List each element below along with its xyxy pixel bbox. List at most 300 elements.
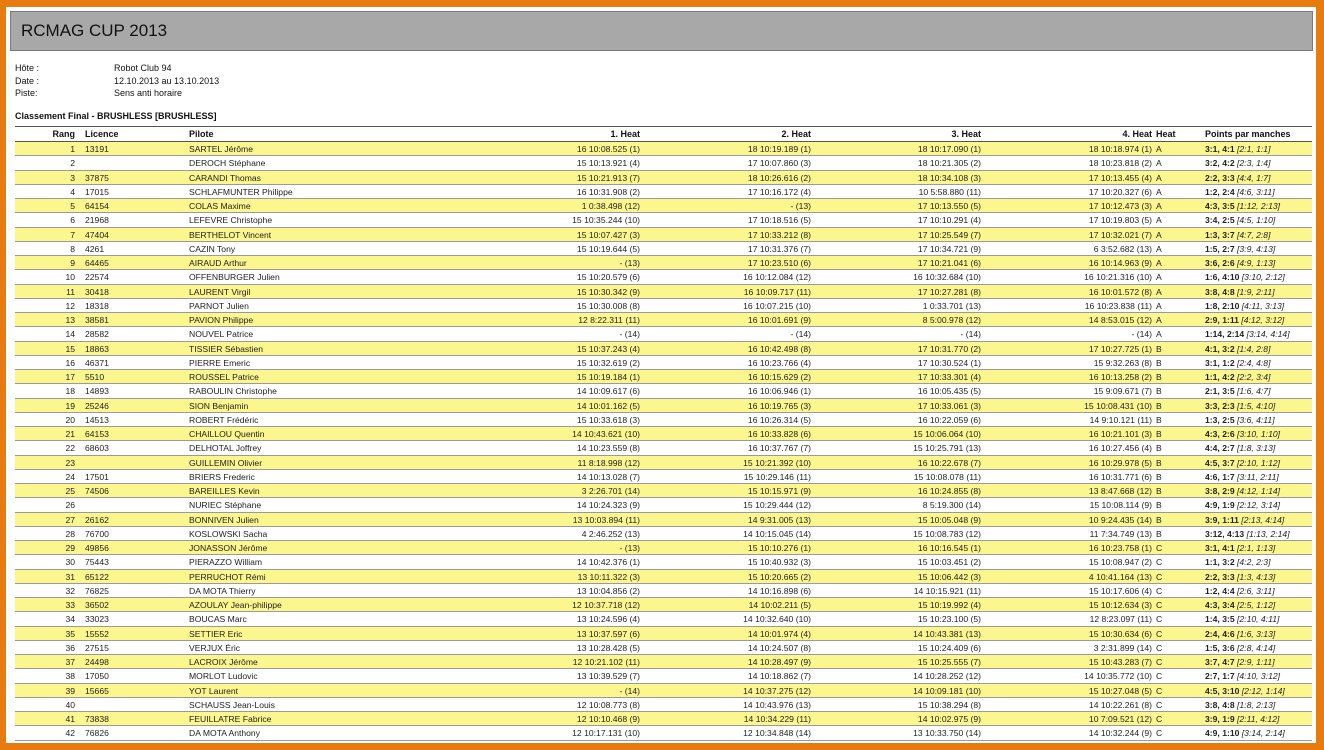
points-counted: 3:3, 2:3: [1205, 400, 1235, 411]
cell-heat-4: 14 9:10.121 (11): [1089, 414, 1152, 425]
points-counted: 1:2, 2:4: [1205, 186, 1235, 197]
cell-heat-2: 16 10:42.498 (8): [747, 343, 811, 354]
cell-licence: 17501: [85, 471, 109, 482]
cell-heat-2: 17 10:23.510 (6): [747, 258, 811, 268]
table-row: [15, 327, 1312, 341]
cell-rang: 1: [70, 144, 75, 154]
cell-pilote: COLAS Maxime: [189, 201, 251, 211]
cell-heat-2: 15 10:10.276 (1): [747, 543, 811, 553]
cell-heat-group: A: [1156, 286, 1162, 297]
cell-heat-3: 17 10:34.721 (9): [917, 243, 981, 254]
cell-licence: 25246: [85, 400, 109, 411]
table-row: [15, 655, 1312, 669]
table-row: [15, 356, 1312, 370]
cell-licence: 73838: [85, 714, 109, 724]
table-row: [15, 171, 1312, 185]
cell-heat-group: C: [1156, 543, 1163, 553]
points-counted: 1:3, 2:5: [1205, 414, 1235, 425]
cell-points: [1205, 156, 1312, 170]
cell-heat-1: 15 10:07.427 (3): [576, 229, 640, 240]
points-counted: 1:6, 4:10: [1205, 272, 1240, 283]
cell-licence: 65122: [85, 571, 109, 582]
cell-rang: 34: [65, 614, 75, 625]
cell-rang: 23: [65, 457, 75, 468]
cell-licence: 38581: [85, 315, 109, 325]
points-dropped: [2:5, 1:12]: [1234, 600, 1276, 610]
cell-heat-2: 16 10:33.828 (6): [747, 429, 811, 439]
cell-heat-1: 13 10:03.894 (11): [572, 514, 640, 525]
cell-heat-1: - (13): [619, 258, 640, 268]
cell-heat-4: 16 10:01.572 (8): [1088, 286, 1152, 297]
cell-heat-1: 14 10:23.559 (8): [576, 443, 640, 454]
table-row: [15, 484, 1312, 498]
cell-heat-group: A: [1156, 272, 1162, 283]
points-counted: 3:8, 4:8: [1205, 699, 1235, 710]
cell-pilote: SCHLAFMUNTER Philippe: [189, 186, 293, 197]
cell-heat-4: 14 10:35.772 (10): [1084, 671, 1152, 682]
table-row: [15, 612, 1312, 626]
cell-heat-3: 15 10:06.442 (3): [917, 571, 981, 582]
cell-pilote: TISSIER Sébastien: [189, 343, 264, 354]
header-heat-3: 3. Heat: [951, 129, 981, 139]
header-heat-group: Heat: [1156, 129, 1176, 139]
table-row: [15, 726, 1312, 740]
cell-heat-2: 17 10:33.212 (8): [747, 229, 811, 240]
table-row: [15, 712, 1312, 726]
cell-heat-2: 17 10:16.172 (4): [747, 186, 811, 197]
cell-pilote: PAVION Philippe: [189, 315, 254, 325]
cell-heat-2: 15 10:29.146 (11): [743, 471, 811, 482]
cell-heat-4: 14 10:22.261 (8): [1088, 699, 1152, 710]
points-dropped: [1:4, 2:8]: [1234, 343, 1271, 354]
cell-heat-2: 14 10:34.229 (11): [743, 714, 811, 724]
cell-heat-1: 14 10:09.617 (6): [576, 386, 640, 397]
cell-heat-group: B: [1156, 443, 1162, 454]
table-row: [15, 627, 1312, 641]
cell-heat-3: 15 10:08.783 (12): [913, 528, 981, 539]
cell-heat-group: C: [1156, 642, 1163, 653]
cell-heat-3: 13 10:33.750 (14): [913, 728, 981, 739]
results-page: [6, 7, 1316, 743]
cell-heat-3: 14 10:09.181 (10): [913, 685, 981, 696]
cell-heat-4: 11 7:34.749 (13): [1089, 528, 1152, 539]
cell-pilote: DA MOTA Anthony: [189, 728, 261, 739]
header-heat-1: 1. Heat: [610, 129, 640, 139]
cell-heat-1: 14 10:24.323 (9): [576, 500, 640, 511]
cell-rang: 13: [65, 315, 75, 325]
cell-heat-3: 15 10:19.992 (4): [917, 600, 981, 610]
cell-heat-2: 16 10:12.084 (12): [743, 272, 811, 283]
points-dropped: [2:11, 4:12]: [1234, 714, 1280, 724]
points-dropped: [1:6, 3:13]: [1234, 628, 1276, 639]
cell-heat-1: 15 10:19.644 (5): [576, 243, 640, 254]
cell-heat-4: 15 10:27.048 (5): [1088, 685, 1152, 696]
info-value: Sens anti horaire: [114, 88, 183, 98]
cell-pilote: PERRUCHOT Rémi: [189, 571, 266, 582]
cell-rang: 27: [65, 514, 75, 525]
cell-points: [1205, 541, 1312, 555]
cell-heat-3: 15 10:08.078 (11): [913, 471, 981, 482]
cell-pilote: SETTIER Eric: [189, 628, 243, 639]
cell-heat-group: C: [1156, 685, 1163, 696]
cell-heat-3: 17 10:33.061 (3): [917, 400, 981, 411]
cell-heat-group: C: [1156, 699, 1163, 710]
cell-points: [1205, 627, 1312, 641]
cell-rang: 35: [65, 628, 75, 639]
cell-heat-4: 16 10:27.456 (4): [1088, 443, 1152, 454]
table-row: [15, 285, 1312, 299]
cell-licence: 27515: [85, 642, 109, 653]
cell-pilote: BAREILLES Kevin: [189, 486, 260, 496]
cell-heat-4: 16 10:21.316 (10): [1084, 272, 1152, 283]
table-row: [15, 541, 1312, 555]
cell-heat-3: 16 10:16.545 (1): [917, 543, 981, 553]
cell-points: [1205, 270, 1312, 284]
cell-heat-group: C: [1156, 571, 1163, 582]
cell-heat-4: 16 10:23.758 (1): [1088, 543, 1152, 553]
cell-pilote: KOSLOWSKI Sacha: [189, 528, 268, 539]
cell-heat-group: B: [1156, 357, 1162, 368]
cell-heat-1: 15 10:20.579 (6): [576, 272, 640, 283]
cell-heat-group: B: [1156, 372, 1162, 382]
cell-heat-3: 16 10:05.435 (5): [917, 386, 981, 397]
cell-heat-1: 11 8:18.998 (12): [577, 457, 640, 468]
points-dropped: [3:10, 1:10]: [1234, 429, 1281, 439]
table-row: [15, 427, 1312, 441]
header-licence: Licence: [85, 129, 119, 139]
cell-heat-1: 15 10:33.618 (3): [576, 414, 640, 425]
cell-heat-3: 15 10:24.409 (6): [917, 642, 981, 653]
points-dropped: [3:11, 2:11]: [1234, 471, 1279, 482]
cell-pilote: LEFEVRE Christophe: [189, 215, 273, 226]
cell-rang: 14: [65, 329, 75, 340]
points-dropped: [2:1, 1:13]: [1234, 543, 1276, 553]
cell-licence: 17015: [85, 186, 109, 197]
cell-pilote: BERTHELOT Vincent: [189, 229, 272, 240]
cell-points: [1205, 242, 1312, 256]
points-dropped: [2:12, 3:14]: [1234, 500, 1281, 511]
table-row: [15, 213, 1312, 227]
cell-heat-2: 17 10:18.516 (5): [747, 215, 811, 226]
cell-pilote: OFFENBURGER Julien: [189, 272, 280, 283]
cell-rang: 39: [65, 685, 75, 696]
table-row: [15, 242, 1312, 256]
points-counted: 3:4, 2:5: [1205, 215, 1235, 226]
info-label: Piste:: [15, 88, 38, 98]
cell-licence: 64153: [85, 429, 109, 439]
cell-heat-1: 16 10:31.908 (2): [576, 186, 640, 197]
cell-heat-3: 15 10:25.555 (7): [917, 657, 981, 667]
cell-rang: 25: [65, 486, 75, 496]
cell-licence: 49856: [85, 543, 109, 553]
points-counted: 4:5, 3:10: [1205, 685, 1240, 696]
cell-heat-4: 16 10:31.771 (6): [1088, 471, 1152, 482]
cell-pilote: PIERRE Emeric: [189, 357, 251, 368]
cell-pilote: BRIERS Frederic: [189, 471, 255, 482]
cell-heat-group: B: [1156, 414, 1162, 425]
cell-points: [1205, 641, 1312, 655]
cell-points: [1205, 598, 1312, 612]
cell-heat-1: 14 10:43.621 (10): [572, 429, 640, 439]
table-row: [15, 399, 1312, 413]
cell-points: [1205, 498, 1312, 512]
cell-rang: 41: [65, 714, 75, 724]
cell-points: [1205, 570, 1312, 584]
cell-heat-group: A: [1156, 258, 1162, 268]
header-points: Points par manches: [1205, 129, 1291, 139]
cell-heat-1: 13 10:04.856 (2): [576, 585, 640, 596]
table-row: [15, 413, 1312, 427]
cell-heat-2: 16 10:09.717 (11): [743, 286, 811, 297]
cell-heat-1: 14 10:42.376 (1): [576, 557, 640, 568]
points-counted: 1:1, 3:2: [1205, 557, 1235, 568]
cell-heat-group: C: [1156, 585, 1163, 596]
cell-heat-1: 4 2:46.252 (13): [581, 528, 640, 539]
cell-heat-2: 14 10:43.976 (13): [743, 699, 811, 710]
cell-pilote: DEROCH Stéphane: [189, 158, 266, 169]
table-row: [15, 299, 1312, 313]
cell-points: [1205, 213, 1312, 227]
points-counted: 3:8, 2:9: [1205, 486, 1235, 496]
cell-pilote: LACROIX Jérôme: [189, 657, 258, 667]
cell-heat-2: 16 10:06.946 (1): [747, 386, 811, 397]
points-dropped: [4:5, 1:10]: [1234, 215, 1276, 226]
classification-title: Classement Final - BRUSHLESS [BRUSHLESS]: [15, 111, 217, 121]
cell-heat-4: 15 9:32.263 (8): [1093, 357, 1152, 368]
table-row: [15, 698, 1312, 712]
cell-pilote: MORLOT Ludovic: [189, 671, 258, 682]
cell-licence: 28582: [85, 329, 109, 340]
cell-pilote: NURIEC Stéphane: [189, 500, 262, 511]
cell-points: [1205, 342, 1312, 356]
cell-licence: 26162: [85, 514, 109, 525]
cell-heat-2: 14 9:31.005 (13): [747, 514, 811, 525]
points-counted: 4:6, 1:7: [1205, 471, 1235, 482]
points-counted: 4:9, 1:10: [1205, 728, 1240, 739]
cell-heat-1: 16 10:08.525 (1): [576, 144, 640, 154]
cell-heat-3: 17 10:33.301 (4): [917, 372, 981, 382]
cell-heat-1: 15 10:30.342 (9): [576, 286, 640, 297]
cell-heat-4: 3 2:31.899 (14): [1093, 642, 1152, 653]
cell-heat-group: A: [1156, 172, 1162, 183]
points-dropped: [3:14, 4:14]: [1244, 329, 1290, 340]
cell-heat-3: 17 10:25.549 (7): [917, 229, 981, 240]
cell-heat-1: 12 10:17.131 (10): [572, 728, 640, 739]
cell-heat-4: 6 3:52.682 (13): [1093, 243, 1152, 254]
points-counted: 1:3, 3:7: [1205, 229, 1235, 240]
cell-pilote: LAURENT Virgil: [189, 286, 251, 297]
cell-points: [1205, 199, 1312, 213]
points-counted: 3:6, 2:6: [1205, 258, 1235, 268]
points-dropped: [2:1, 1:1]: [1234, 144, 1271, 154]
table-row: [15, 684, 1312, 698]
cell-heat-1: 13 10:28.428 (5): [576, 642, 640, 653]
points-counted: 2:1, 3:5: [1205, 386, 1235, 397]
cell-rang: 4: [70, 186, 75, 197]
cell-heat-2: 15 10:29.444 (12): [743, 500, 811, 511]
cell-heat-3: 15 10:38.294 (8): [917, 699, 981, 710]
cell-points: [1205, 441, 1312, 455]
cell-heat-3: 15 10:06.064 (10): [913, 429, 981, 439]
cell-heat-3: 14 10:28.252 (12): [913, 671, 981, 682]
points-counted: 2:2, 3:3: [1205, 172, 1235, 183]
cell-licence: 18863: [85, 343, 109, 354]
points-counted: 3:9, 1:9: [1205, 714, 1235, 724]
cell-heat-1: 14 10:13.028 (7): [576, 471, 640, 482]
cell-pilote: RABOULIN Christophe: [189, 386, 277, 397]
cell-heat-3: 17 10:27.281 (8): [917, 286, 981, 297]
cell-heat-2: 18 10:19.189 (1): [747, 144, 811, 154]
cell-heat-1: - (14): [619, 685, 640, 696]
cell-points: [1205, 285, 1312, 299]
cell-heat-group: C: [1156, 714, 1163, 724]
cell-heat-group: A: [1156, 243, 1162, 254]
cell-licence: 68603: [85, 443, 109, 454]
cell-points: [1205, 228, 1312, 242]
cell-pilote: GUILLEMIN Olivier: [189, 457, 263, 468]
cell-heat-4: 17 10:20.327 (6): [1088, 186, 1152, 197]
points-counted: 2:4, 4:6: [1205, 628, 1235, 639]
points-dropped: [2:6, 3:11]: [1234, 585, 1275, 596]
cell-points: [1205, 384, 1312, 398]
cell-heat-3: 14 10:02.975 (9): [917, 714, 981, 724]
cell-licence: 13191: [85, 144, 109, 154]
info-value: 12.10.2013 au 13.10.2013: [114, 76, 220, 86]
cell-rang: 7: [70, 229, 75, 240]
table-row: [15, 228, 1312, 242]
cell-heat-4: 15 10:43.283 (7): [1088, 657, 1152, 667]
cell-heat-4: 13 8:47.668 (12): [1088, 486, 1152, 496]
header-heat-4: 4. Heat: [1122, 129, 1152, 139]
cell-points: [1205, 612, 1312, 626]
points-dropped: [1:8, 3:13]: [1234, 443, 1276, 454]
cell-rang: 15: [65, 343, 75, 354]
cell-heat-3: 15 10:25.791 (13): [913, 443, 981, 454]
cell-heat-2: - (13): [790, 201, 811, 211]
cell-rang: 26: [65, 500, 75, 511]
cell-heat-4: 16 10:21.101 (3): [1088, 429, 1152, 439]
cell-heat-4: 15 10:08.114 (9): [1089, 500, 1152, 511]
points-counted: 4:5, 3:7: [1205, 457, 1235, 468]
table-row: [15, 142, 1312, 156]
cell-points: [1205, 256, 1312, 270]
points-dropped: [3:10, 2:12]: [1239, 272, 1285, 283]
cell-heat-3: 15 10:03.451 (2): [917, 557, 981, 568]
points-dropped: [2:8, 4:14]: [1234, 642, 1276, 653]
points-counted: 1:14, 2:14: [1205, 329, 1245, 340]
table-row: [15, 570, 1312, 584]
cell-heat-4: 12 8:23.097 (11): [1089, 614, 1152, 625]
cell-rang: 17: [65, 372, 75, 382]
table-row: [15, 441, 1312, 455]
cell-rang: 5: [70, 201, 75, 211]
cell-points: [1205, 356, 1312, 370]
cell-heat-group: C: [1156, 671, 1163, 682]
points-counted: 1:8, 2:10: [1205, 300, 1240, 311]
cell-heat-1: 13 10:24.596 (4): [576, 614, 640, 625]
cell-heat-group: C: [1156, 557, 1163, 568]
cell-heat-group: C: [1156, 657, 1163, 667]
points-counted: 1:5, 2:7: [1205, 243, 1235, 254]
cell-pilote: VERJUX Éric: [189, 642, 241, 653]
cell-pilote: SION Benjamin: [189, 400, 249, 411]
points-dropped: [4:4, 1:7]: [1234, 172, 1271, 183]
cell-pilote: JONASSON Jérôme: [189, 543, 268, 553]
cell-licence: 33023: [85, 614, 109, 625]
cell-heat-4: 16 10:13.258 (2): [1088, 372, 1152, 382]
cell-rang: 10: [65, 272, 75, 283]
points-dropped: [2:10, 1:12]: [1234, 457, 1281, 468]
cell-rang: 2: [70, 158, 75, 169]
cell-pilote: AIRAUD Arthur: [189, 258, 247, 268]
cell-heat-group: B: [1156, 343, 1162, 354]
points-counted: 1:2, 4:4: [1205, 585, 1235, 596]
cell-rang: 32: [65, 585, 75, 596]
points-counted: 3:9, 1:11: [1205, 514, 1239, 525]
cell-heat-2: 14 10:28.497 (9): [747, 657, 811, 667]
cell-heat-1: - (14): [619, 329, 640, 340]
cell-heat-3: 14 10:15.921 (11): [913, 585, 981, 596]
cell-heat-3: 16 10:22.678 (7): [917, 457, 981, 468]
cell-heat-2: 16 10:07.215 (10): [743, 300, 811, 311]
cell-heat-4: 17 10:32.021 (7): [1088, 229, 1152, 240]
title-bar: [10, 11, 1313, 51]
cell-heat-4: 15 10:17.606 (4): [1088, 585, 1152, 596]
cell-heat-3: 16 10:32.684 (10): [913, 272, 981, 283]
cell-heat-2: 16 10:01.691 (9): [747, 315, 811, 325]
cell-licence: 15552: [85, 628, 109, 639]
cell-licence: 30418: [85, 286, 109, 297]
cell-heat-4: 17 10:12.473 (3): [1088, 201, 1152, 211]
cell-licence: 64465: [85, 258, 109, 268]
cell-heat-4: 15 10:08.431 (10): [1084, 400, 1152, 411]
cell-points: [1205, 456, 1312, 470]
points-dropped: [4:2, 2:3]: [1234, 557, 1271, 568]
cell-points: [1205, 584, 1312, 598]
cell-points: [1205, 655, 1312, 669]
points-counted: 3:7, 4:7: [1205, 657, 1235, 667]
cell-heat-group: C: [1156, 614, 1163, 625]
cell-heat-group: A: [1156, 329, 1162, 340]
cell-rang: 20: [65, 414, 75, 425]
points-dropped: [1:3, 4:13]: [1234, 571, 1276, 582]
cell-licence: 14893: [85, 386, 109, 397]
cell-heat-2: 15 10:40.932 (3): [747, 557, 811, 568]
cell-heat-4: 18 10:23.818 (2): [1088, 158, 1152, 169]
cell-heat-2: 16 10:26.314 (5): [747, 414, 811, 425]
cell-heat-3: 17 10:21.041 (6): [917, 258, 981, 268]
points-dropped: [4:11, 3:13]: [1239, 300, 1285, 311]
cell-heat-group: B: [1156, 486, 1162, 496]
cell-rang: 30: [65, 557, 75, 568]
points-dropped: [1:12, 2:13]: [1234, 201, 1281, 211]
cell-rang: 38: [65, 671, 75, 682]
cell-pilote: PARNOT Julien: [189, 300, 249, 311]
cell-rang: 3: [70, 172, 75, 183]
table-row: [15, 513, 1312, 527]
points-dropped: [2:4, 4:8]: [1234, 357, 1271, 368]
cell-heat-group: B: [1156, 386, 1162, 397]
cell-heat-2: 14 10:15.045 (14): [743, 528, 811, 539]
points-counted: 3:1, 4:1: [1205, 543, 1235, 553]
table-row: [15, 313, 1312, 327]
cell-rang: 11: [66, 286, 75, 297]
header-heat-2: 2. Heat: [781, 129, 811, 139]
cell-heat-2: 18 10:26.616 (2): [747, 172, 811, 183]
cell-heat-group: B: [1156, 500, 1162, 511]
cell-heat-4: 16 10:29.978 (5): [1088, 457, 1152, 468]
points-dropped: [4:9, 1:13]: [1234, 258, 1276, 268]
